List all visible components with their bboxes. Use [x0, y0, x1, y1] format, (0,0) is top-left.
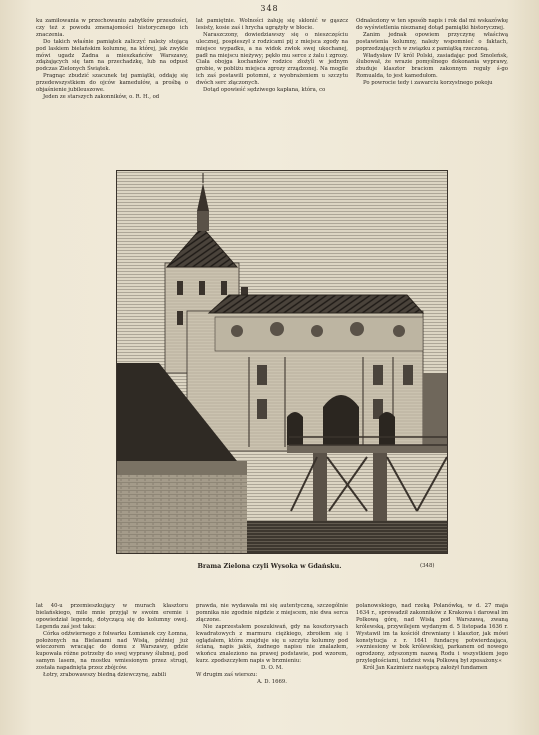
- paragraph: Dotąd opowieść sędziwego kapłana, która, co: [203, 87, 326, 94]
- paragraph: polanowskiego, nad rzeką Polanówką, w d. 27 maja 1634 r., sprowadził zakonników z Krakowa i darował im Polkową górę, nad Wisłą pod Warszawą, zwaną królewską, przywilejem wydanym d. 5 listopada 1636 r. Wystawił im ta kościół drewniany i klasztor, jak mówi konstytucja z r. 1641 fundacyę potwierdzająca, »wzniesiony w bok królewskiej, parkanem od nowego ogrodzony, zdyszonym nazwą Rodu i wszystkiem jego przyległościami, tudzież wsią Polkową był zposażony.«: [356, 603, 508, 665]
- text-column-bottom-middle: [196, 603, 348, 686]
- text-column-top-middle: [196, 18, 348, 94]
- figure-number: (348): [420, 563, 435, 569]
- paragraph: Naraszczony, dowiedziawszy się o nieszczęściu ulecznej, pospieszył z rodzicami pij z miejsca zgody na miejsce wypadku, a na widok zwłok swej ukochanej, padł na miejscu nieżywy; pękło mu serce z żalu i zgrozy. Ciała obojga kochanków rodzice złożyli w jednym grobie, w pobliżu miejsca zgrozy zrządzonej. Na mogile ich zaś postawili potomni, z wyobrażeniem u szczytu dwóch serc złączonych.: [196, 31, 348, 87]
- text-column-bottom-left: [36, 603, 188, 679]
- paragraph: ku zamiłowania w przechowaniu zabytków przeszłości, czy też z powodu zmenajomości historycznego ich znaczenia.: [36, 18, 188, 38]
- text-column-bottom-right: [356, 603, 508, 672]
- paragraph: Odnaleziony w ten sposób napis i rok dał mi wskazówkę do wyświetlenia nieznanej dotąd pamiątki historycznej.: [356, 18, 508, 31]
- paragraph: Zanim jednak opowiem przyczynę właściwą postawienia kolumny, należy wspomnieć o faktach, poprzedzających w związku z pamiątką rzeczoną.: [356, 31, 508, 52]
- paragraph: Pragnąc zbudzić szacunek tej pamiątki, oddaję się przedewszystkiem do ojców kamedułów, a prośbą o objaśnienie jubileuszowe.: [36, 73, 188, 94]
- paragraph: A. D. 1669.: [257, 678, 287, 685]
- paragraph: lat pamiętnie. Wolności żałuję się skłonić w gąszcz lesisty, kosie zaś i hrycha ugrążyły w błocie.: [196, 18, 348, 31]
- paragraph: Łotry, zrabowawszy biedną dziewczynę, zabili: [43, 672, 167, 679]
- paragraph: Po powrocie tedy i zawarciu korzystnego pokoju: [363, 80, 493, 87]
- paragraph: prawda, nie wydawała mi się autentyczną, szczególnie pomnika nie zgodnie nigdzie z miejscem, nie dwa serca złączone.: [196, 603, 348, 623]
- page-number: 348: [260, 4, 279, 13]
- paragraph: lat 40-u przemieszkujący w murach klasztoru bielańskiego, mile mnie przyjął w swoim eremie i opowiedział legendę, dotyczącą się do kolumny owej. Legenda zaś jest taka:: [36, 603, 188, 630]
- engraver-signature: E. GORAZDOWSKI: [241, 712, 280, 717]
- paragraph: Do takich właśnie pamiątek zaliczyć należy stojącą pod laskiem bielańskim kolumnę, na której, jak zwykle mówi ugadz Zadna a mieszkańców Warszawy, zdążających się tam na przechadzkę, lub na odpust podczas Zielonych Świątek.: [36, 38, 188, 73]
- paragraph: Jeden ze starszych zakonników, o. R. H., od: [43, 93, 160, 100]
- paragraph: D. O. M.: [261, 665, 283, 672]
- figure-caption: Brama Zielona czyli Wysoka w Gdańsku.: [197, 562, 342, 570]
- paragraph: W drugim zaś wierszu:: [196, 672, 258, 679]
- paragraph: Król Jan Kazimierz następcą założył fundamen: [363, 665, 488, 672]
- paragraph: Córka odźwiernego z folwarku Łomianek czy Łomna, położonych na Bielanami nad Wisłą, później już wieczorem wracając do domu z Warszawy, gdzie kupowała różne potrzeby do swej wyprawy ślubnej, pod samym lasem, na mostku wmiesionym przez strugi, została napadnięta przez zbójców.: [36, 630, 188, 672]
- paragraph: Władysław IV król Polski, zasiadając pod Smoleńsk, ślubował, że wrazie pomyślnego dokonania wyprawy, zbuduje klasztor braciom zakonnym reguły ś-go Romualda, to jest kamedułom.: [356, 52, 508, 80]
- text-column-top-right: [356, 18, 508, 87]
- paragraph: Nie zaprzestałem poszukiwań, gdy na kosztorysach kwadratowych z marmuru ciężkiego, zbroiłem się i oglądałem, która znajduje się u szczytu kolumny pod ścianą, napis jakiś, żadnego napisu nie znalazłem, wkońcu znaleziono na prawej podstawie, pod wzorem, kurz. zpodszczyłem napis w brzmieniu:: [196, 623, 348, 665]
- text-column-top-left: [36, 18, 188, 101]
